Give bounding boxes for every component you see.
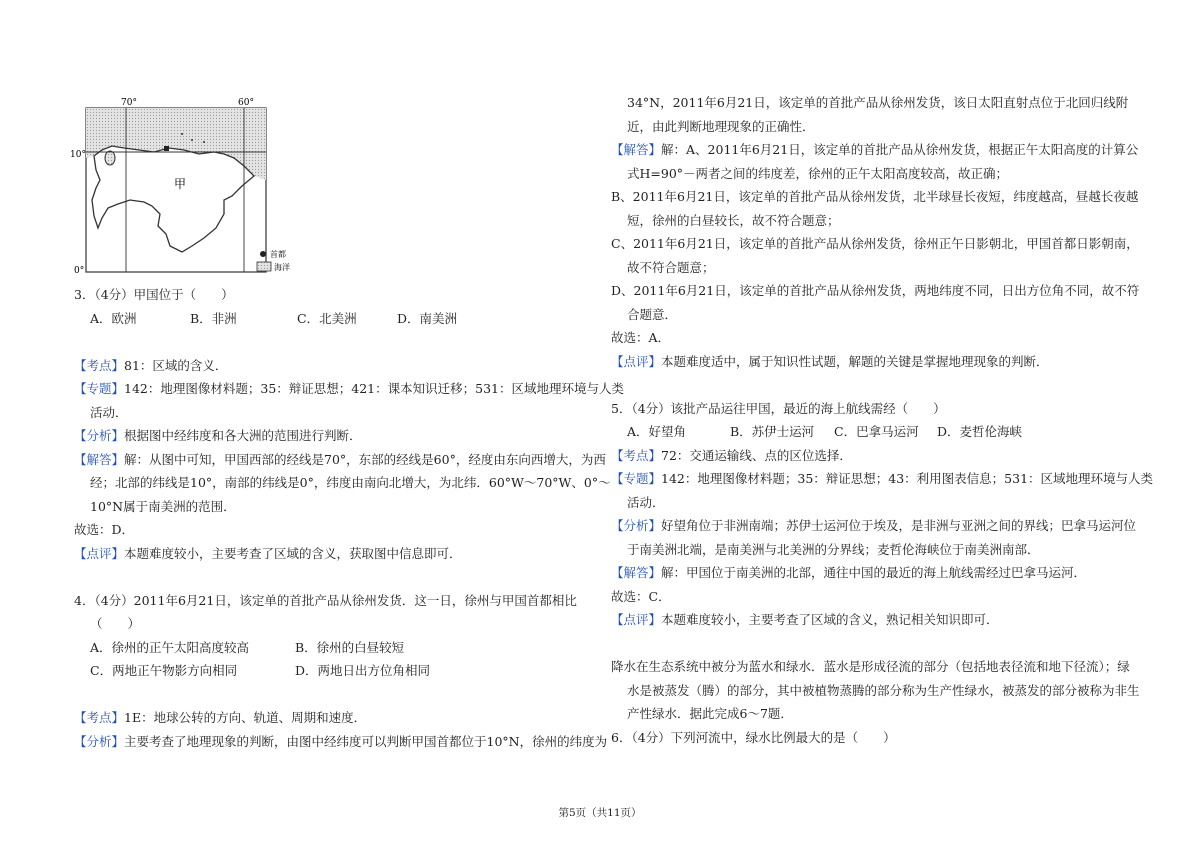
q4-fenxi-cont-2: 近，由此判断地理现象的正确性．: [627, 118, 815, 134]
q5-option-d: D．麦哲伦海峡: [937, 424, 1023, 439]
q5-options: [611, 420, 1131, 444]
q4-option-c: C．两地正午物影方向相同: [90, 663, 238, 678]
q3-option-d: D．南美洲: [397, 310, 458, 326]
q4-dianping: 【点评】本题难度适中，属于知识性试题，解题的关键是掌握地理现象的判断．: [611, 353, 1049, 369]
lat-label-10: 10°: [70, 150, 86, 160]
legend-capital-label: 首都: [270, 250, 286, 259]
q3-jieda: 【解答】解：从图中可知，甲国西部的经线是70°，东部的经线是60°，经度由东向西增大，为西: [74, 451, 606, 467]
country-label: 甲: [174, 177, 187, 191]
capital-marker: [164, 146, 169, 151]
q3-jieda-cont-2: 10°N属于南美洲的范围．: [90, 498, 236, 514]
q4-jieda-a-cont: 式H=90°－两者之间的纬度差，徐州的正午太阳高度较高，故正确；: [627, 165, 1009, 181]
q3-option-b: B．非洲: [190, 310, 237, 326]
q3-zhuanti-cont: 活动．: [90, 404, 128, 420]
q3-answer: 故选：D．: [74, 522, 135, 537]
q3-jieda-cont-1: 经；北部的纬线是10°，南部的纬线是0°，纬度由南向北增大，为北纬．60°W～70°W、0°～: [90, 475, 611, 490]
lake: [105, 151, 115, 165]
q4-fenxi: 【分析】主要考查了地理现象的判断，由图中经纬度可以判断甲国首都位于10°N，徐州的纬度为: [74, 733, 608, 749]
q3-zhuanti: 【专题】142：地理图像材料题；35：辩证思想；421：课本知识迁移；531：区域地理环境与人类: [74, 381, 624, 396]
right-column: [611, 91, 1154, 749]
q5-fenxi: 【分析】好望角位于非洲南端；苏伊士运河位于埃及，是非洲与亚洲之间的界线；巴拿马运河位: [611, 518, 1137, 533]
q5-dianping: 【点评】本题难度较小，主要考查了区域的含义，熟记相关知识即可．: [611, 612, 999, 627]
legend-capital-icon: [260, 251, 266, 257]
q4-jieda: 【解答】解：A、2011年6月21日，该定单的首批产品从徐州发货，根据正午太阳高度的计算公: [611, 142, 1139, 157]
passage-line-3: 产性绿水．据此完成6～7题．: [627, 706, 793, 721]
q4-kaodian: 【考点】1E：地球公转的方向、轨道、周期和速度．: [74, 710, 367, 725]
left-column: [74, 283, 624, 753]
q3-options: [74, 307, 594, 331]
q3-option-a: A．欧洲: [90, 310, 137, 326]
q5-option-c: C．巴拿马运河: [834, 424, 919, 439]
q5-jieda: 【解答】解：甲国位于南美洲的北部，通往中国的最近的海上航线需经过巴拿马运河．: [611, 565, 1087, 580]
q4-fenxi-cont-1: 34°N，2011年6月21日，该定单的首批产品从徐州发货，该日太阳直射点位于北回归线附: [627, 95, 1129, 110]
q5-zhuanti-cont: 活动．: [627, 494, 665, 510]
q4-option-d: D．两地日出方位角相同: [295, 663, 431, 678]
q6-stem: 6．（4分）下列河流中，绿水比例最大的是（ ）: [611, 729, 896, 745]
q4-jieda-c-cont: 故不符合题意；: [627, 259, 715, 275]
q5-option-a: A．好望角: [627, 424, 687, 439]
q4-jieda-b: B、2011年6月21日，该定单的首批产品从徐州发货，北半球昼长夜短，纬度越高，昼越长夜越: [611, 189, 1139, 204]
q3-fenxi: 【分析】根据图中经纬度和各大洲的范围进行判断．: [74, 428, 362, 443]
q4-stem-cont: （ ）: [90, 616, 141, 631]
q5-option-b: B．苏伊士运河: [730, 424, 815, 439]
q4-stem: 4．（4分）2011年6月21日，该定单的首批产品从徐州发货．这一日，徐州与甲国首都相比: [74, 592, 577, 608]
q5-stem: 5．（4分）该批产品运往甲国，最近的海上航线需经（ ）: [611, 400, 946, 416]
passage-line-2: 水是被蒸发（腾）的部分，其中被植物蒸腾的部分称为生产性绿水，被蒸发的部分被称为非生: [627, 682, 1140, 698]
q4-answer: 故选：A．: [611, 330, 671, 345]
page-footer: 第5页（共11页）: [558, 807, 642, 819]
q3-stem: 3．（4分）甲国位于（ ）: [74, 287, 234, 302]
venezuela-map: [70, 96, 290, 278]
lat-label-0: 0°: [74, 266, 85, 276]
q5-kaodian: 【考点】72：交通运输线、点的区位选择．: [611, 447, 852, 463]
q4-option-b: B．徐州的白昼较短: [295, 639, 405, 655]
q4-options-ab: [74, 636, 594, 660]
q5-answer: 故选：C．: [611, 588, 671, 604]
q4-jieda-b-cont: 短，徐州的白昼较长，故不符合题意；: [627, 212, 840, 228]
q4-options-cd: [74, 659, 594, 683]
q4-jieda-d: D、2011年6月21日，该定单的首批产品从徐州发货，两地纬度不同，日出方位角不同，故不符: [611, 283, 1140, 298]
q5-zhuanti: 【专题】142：地理图像材料题；35：辩证思想；43：利用图表信息；531：区域地理环境与人类: [611, 471, 1154, 486]
legend-ocean-label: 海洋: [274, 263, 290, 272]
legend-ocean-swatch: [257, 262, 271, 271]
lon-label-70: 70°: [121, 98, 137, 108]
q4-option-a: A．徐州的正午太阳高度较高: [90, 639, 250, 655]
q3-option-c: C．北美洲: [297, 310, 357, 326]
passage-line-1: 降水在生态系统中被分为蓝水和绿水．蓝水是形成径流的部分（包括地表径流和地下径流）；绿: [611, 659, 1130, 674]
q3-kaodian: 【考点】81：区域的含义．: [74, 357, 228, 373]
q3-dianping: 【点评】本题难度较小，主要考查了区域的含义，获取图中信息即可．: [74, 545, 462, 561]
q4-jieda-d-cont: 合题意．: [627, 306, 678, 322]
lon-label-60: 60°: [238, 98, 254, 108]
q4-jieda-c: C、2011年6月21日，该定单的首批产品从徐州发货，徐州正午日影朝北，甲国首都日影朝南，: [611, 236, 1139, 251]
q5-fenxi-cont: 于南美洲北端，是南美洲与北美洲的分界线；麦哲伦海峡位于南美洲南部．: [627, 541, 1040, 557]
